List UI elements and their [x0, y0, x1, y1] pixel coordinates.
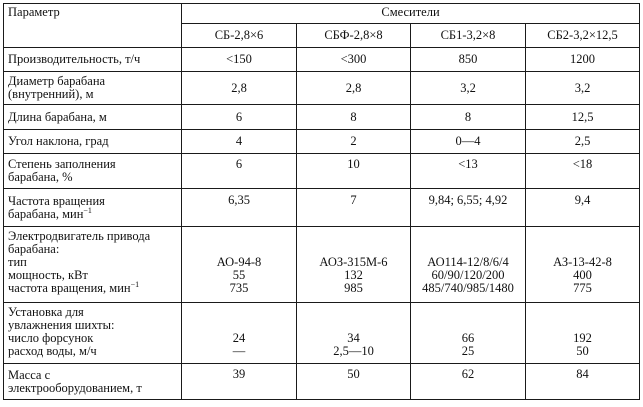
motor-speed: 735 [229, 281, 249, 295]
cell-value: 850 [411, 48, 526, 72]
cell-value: <150 [182, 48, 297, 72]
nozzle-count: 66 [461, 331, 475, 345]
cell-value: 50 [297, 364, 411, 400]
cell-group [526, 303, 640, 364]
motor-power: 132 [344, 268, 363, 282]
unit-superscript: −1 [83, 205, 92, 215]
motor-speed: 485/740/985/1480 [422, 281, 514, 295]
row-label [4, 154, 182, 189]
cell-value: 2,8 [182, 72, 297, 105]
nozzle-count: 192 [573, 331, 592, 345]
water-flow: 2,5—10 [333, 344, 374, 358]
cell-value: 8 [297, 105, 411, 130]
motor-type: АО114-12/8/6/4 [427, 255, 509, 269]
model-header: СБ1-3,2×8 [411, 24, 526, 48]
model-header: СБ2-3,2×12,5 [526, 24, 640, 48]
row-label: Производительность, т/ч [4, 48, 182, 72]
param-header: Параметр [4, 4, 182, 48]
unit-superscript: −1 [130, 280, 140, 289]
cell-group [411, 227, 526, 303]
cell-value: 84 [526, 364, 640, 400]
cell-value: 10 [297, 154, 411, 189]
cell-value: 12,5 [526, 105, 640, 130]
cell-value: 1200 [526, 48, 640, 72]
cell-value: 9,84; 6,55; 4,92 [411, 189, 526, 227]
motor-power: 55 [232, 268, 246, 282]
row-label [4, 72, 182, 105]
row-label [4, 227, 182, 303]
row-label-line: расход воды, м/ч [8, 344, 97, 358]
nozzle-count: 34 [347, 331, 360, 345]
table-row [4, 189, 640, 227]
cell-value: 6,35 [182, 189, 297, 227]
table-row [4, 303, 640, 364]
cell-value: 2,5 [526, 130, 640, 154]
row-label-text: барабана, мин [8, 206, 84, 221]
cell-value: 4 [182, 130, 297, 154]
cell-value: 2 [297, 130, 411, 154]
row-label-line: Масса с [8, 367, 51, 382]
nozzle-count: 24 [232, 331, 246, 345]
cell-value: <300 [297, 48, 411, 72]
motor-power: 60/90/120/200 [431, 268, 505, 282]
cell-value: 3,2 [411, 72, 526, 105]
cell-group [411, 303, 526, 364]
row-label-line: число форсунок [8, 331, 94, 345]
cell-value: 9,4 [526, 189, 640, 227]
mixers-spec-table [3, 3, 640, 400]
row-label-line: мощность, кВт [8, 268, 88, 282]
cell-value: 62 [411, 364, 526, 400]
row-label-line: тип [8, 255, 27, 269]
cell-value: 3,2 [526, 72, 640, 105]
table-row [4, 48, 640, 72]
cell-value: 2,8 [297, 72, 411, 105]
row-label-line: Установка для [8, 305, 84, 319]
row-label-text: частота вращения, мин [8, 281, 131, 295]
motor-type: АО-94-8 [216, 255, 262, 269]
row-label [4, 189, 182, 227]
header-row-group [4, 4, 640, 24]
row-label-line [8, 205, 181, 221]
water-flow: — [232, 344, 246, 358]
model-header: СБ-2,8×6 [182, 24, 297, 48]
row-label-line [8, 282, 181, 295]
row-label: Угол наклона, град [4, 130, 182, 154]
row-label: Длина барабана, м [4, 105, 182, 130]
water-flow: 25 [461, 344, 475, 358]
cell-value: 8 [411, 105, 526, 130]
motor-power: 400 [573, 268, 592, 282]
cell-group [297, 303, 411, 364]
motor-type: АОЗ-315М-6 [319, 255, 388, 269]
cell-value: <13 [411, 154, 526, 189]
table-row [4, 105, 640, 130]
table-row [4, 72, 640, 105]
row-label-line: Диаметр барабана [8, 74, 106, 88]
row-label-line: Степень заполнения [8, 157, 116, 171]
row-label-line: (внутренний), м [8, 87, 94, 101]
mixers-header: Смесители [182, 4, 640, 24]
cell-group [297, 227, 411, 303]
row-label-line: Электродвигатель привода [8, 229, 151, 243]
cell-value: 6 [182, 105, 297, 130]
row-label [4, 303, 182, 364]
table-row [4, 364, 640, 400]
cell-value: 0—4 [411, 130, 526, 154]
row-label-line: барабана, % [8, 170, 73, 184]
cell-value: 7 [297, 189, 411, 227]
motor-speed: 985 [344, 281, 363, 295]
water-flow: 50 [576, 344, 589, 358]
row-label-line: Частота вращения [8, 193, 105, 208]
motor-speed: 775 [573, 281, 592, 295]
row-label [4, 364, 182, 400]
motor-type: АЗ-13-42-8 [553, 255, 612, 269]
row-label-line: барабана: [8, 242, 60, 256]
row-label-line: электрооборудованием, т [8, 380, 142, 395]
cell-group [526, 227, 640, 303]
model-header: СБФ-2,8×8 [297, 24, 411, 48]
cell-group [182, 227, 297, 303]
cell-value: 6 [182, 154, 297, 189]
cell-group [182, 303, 297, 364]
table-row [4, 227, 640, 303]
cell-value: <18 [526, 154, 640, 189]
row-label-line: увлажнения шихты: [8, 318, 115, 332]
cell-value: 39 [182, 364, 297, 400]
table-row [4, 154, 640, 189]
table-row [4, 130, 640, 154]
